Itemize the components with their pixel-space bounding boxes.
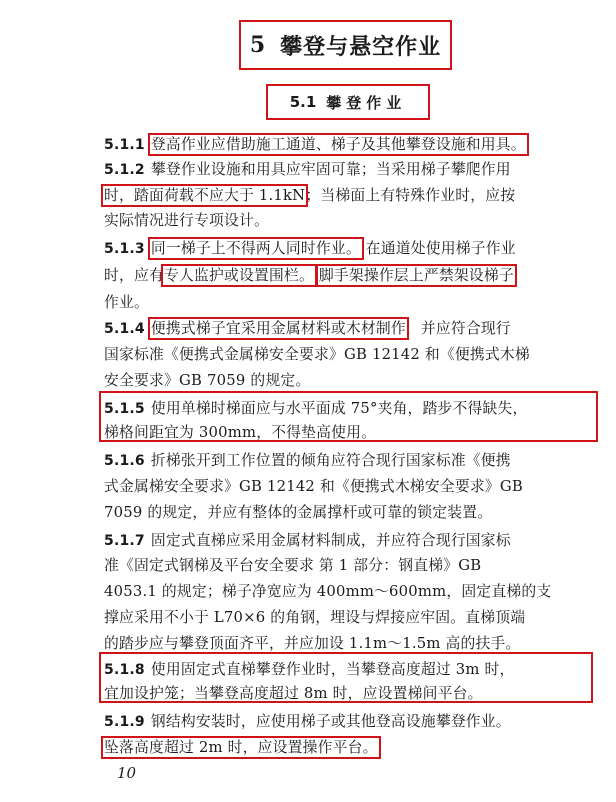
text-line — [104, 449, 600, 473]
page-number: 10 — [117, 764, 137, 782]
clause-text: 准《固定式钢梯及平台安全要求 第 1 部分：钢直梯》GB — [104, 557, 482, 574]
clause-text: ；当梯面上有特殊作业时，应按 — [305, 187, 516, 204]
text-line — [104, 264, 600, 288]
highlight-box-5-1-5 — [99, 391, 598, 442]
clause-text: ，并应符合现行 — [405, 320, 511, 337]
clause-text: 的踏步应与攀登顶面齐平，并应加设 1.1m～1.5m 高的扶手。 — [104, 635, 521, 652]
text-line — [104, 529, 600, 553]
clause-text: 撑应采用不小于 L70×6 的角钢，埋设与焊接应牢固。直梯顶端 — [104, 609, 526, 626]
clause-number: 5.1.1 — [104, 137, 145, 153]
highlight-box-5-1-8 — [99, 652, 593, 703]
clause-number: 5.1.7 — [104, 533, 145, 549]
chapter-title — [239, 20, 452, 70]
clause-text: 使用固定式直梯攀登作业时，当攀登高度超过 3m 时， — [150, 661, 515, 678]
clause-text: 梯格间距宜为 300mm，不得垫高使用。 — [104, 424, 377, 441]
clause-text: 4053.1 的规定；梯子净宽应为 400mm～600mm，固定直梯的支 — [104, 583, 552, 600]
chapter-number: 5 — [249, 32, 267, 58]
text-line — [104, 317, 600, 341]
clause-text: 安全要求》GB 7059 的规定。 — [104, 372, 311, 389]
clause-text: 使用单梯时梯面应与水平面成 75°夹角，踏步不得缺失， — [150, 400, 528, 417]
clause-number: 5.1.2 — [104, 162, 145, 178]
clause-text: 作业。 — [104, 294, 149, 311]
clause-text: 7059 的规定，并应有整体的金属撑杆或可靠的锁定装置。 — [104, 504, 493, 521]
clause-number: 5.1.5 — [104, 401, 145, 417]
text-line — [104, 158, 600, 182]
text-line — [104, 343, 600, 367]
section-title-text: 攀登作业 — [326, 93, 407, 112]
clause-text: 折梯张开到工作位置的倾角应符合现行国家标准《便携 — [150, 452, 511, 469]
text-line — [104, 133, 600, 157]
text-line — [104, 369, 600, 393]
clause-number: 5.1.4 — [104, 321, 145, 337]
clause-text: 式金属梯安全要求》GB 12142 和《便携式木梯安全要求》GB — [104, 478, 524, 495]
clause-text: 宜加设护笼；当攀登高度超过 8m 时，应设置梯间平台。 — [104, 685, 483, 702]
clause-text: 攀登作业设施和用具应牢固可靠；当采用梯子攀爬作用 — [150, 161, 511, 178]
text-line — [104, 580, 600, 604]
text-line — [104, 184, 600, 208]
highlighted-text: 脚手架操作层上严禁架设梯子 — [318, 267, 514, 284]
text-line — [104, 736, 600, 760]
highlighted-text: 同一梯子上不得两人同时作业。 — [150, 240, 361, 257]
section-title — [266, 84, 430, 120]
text-line — [104, 209, 600, 233]
clause-number: 5.1.3 — [104, 241, 145, 257]
clause-number: 5.1.9 — [104, 714, 145, 730]
clause-text: 实际情况进行专项设计。 — [104, 212, 269, 229]
text-line — [104, 606, 600, 630]
text-line — [104, 554, 600, 578]
highlighted-text: 时，踏面荷载不应大于 1.1kN — [104, 187, 306, 204]
highlighted-text: 登高作业应借助施工通道、梯子及其他攀登设施和用具。 — [150, 136, 526, 153]
text-line — [104, 475, 600, 499]
clause-text: 钢结构安装时，应使用梯子或其他登高设施攀登作业。 — [150, 713, 511, 730]
text-line — [104, 710, 600, 734]
clause-text: 时，应有 — [104, 267, 164, 284]
highlighted-text: 便携式梯子宜采用金属材料或木材制作 — [150, 320, 406, 337]
clause-number: 5.1.8 — [104, 662, 145, 678]
highlighted-text: 坠落高度超过 2m 时，应设置操作平台。 — [104, 739, 378, 756]
section-number: 5.1 — [289, 93, 317, 111]
text-line — [104, 237, 600, 261]
clause-number: 5.1.6 — [104, 453, 145, 469]
chapter-title-text: 攀登与悬空作业 — [280, 34, 442, 60]
clause-text: 国家标准《便携式金属梯安全要求》GB 12142 和《便携式木梯 — [104, 346, 530, 363]
clause-text: 固定式直梯应采用金属材料制成，并应符合现行国家标 — [150, 532, 511, 549]
highlighted-text: 专人监护或设置围栏。 — [164, 267, 314, 284]
clause-text: 在通道处使用梯子作业 — [360, 240, 516, 257]
text-line — [104, 291, 600, 315]
text-line — [104, 501, 600, 525]
